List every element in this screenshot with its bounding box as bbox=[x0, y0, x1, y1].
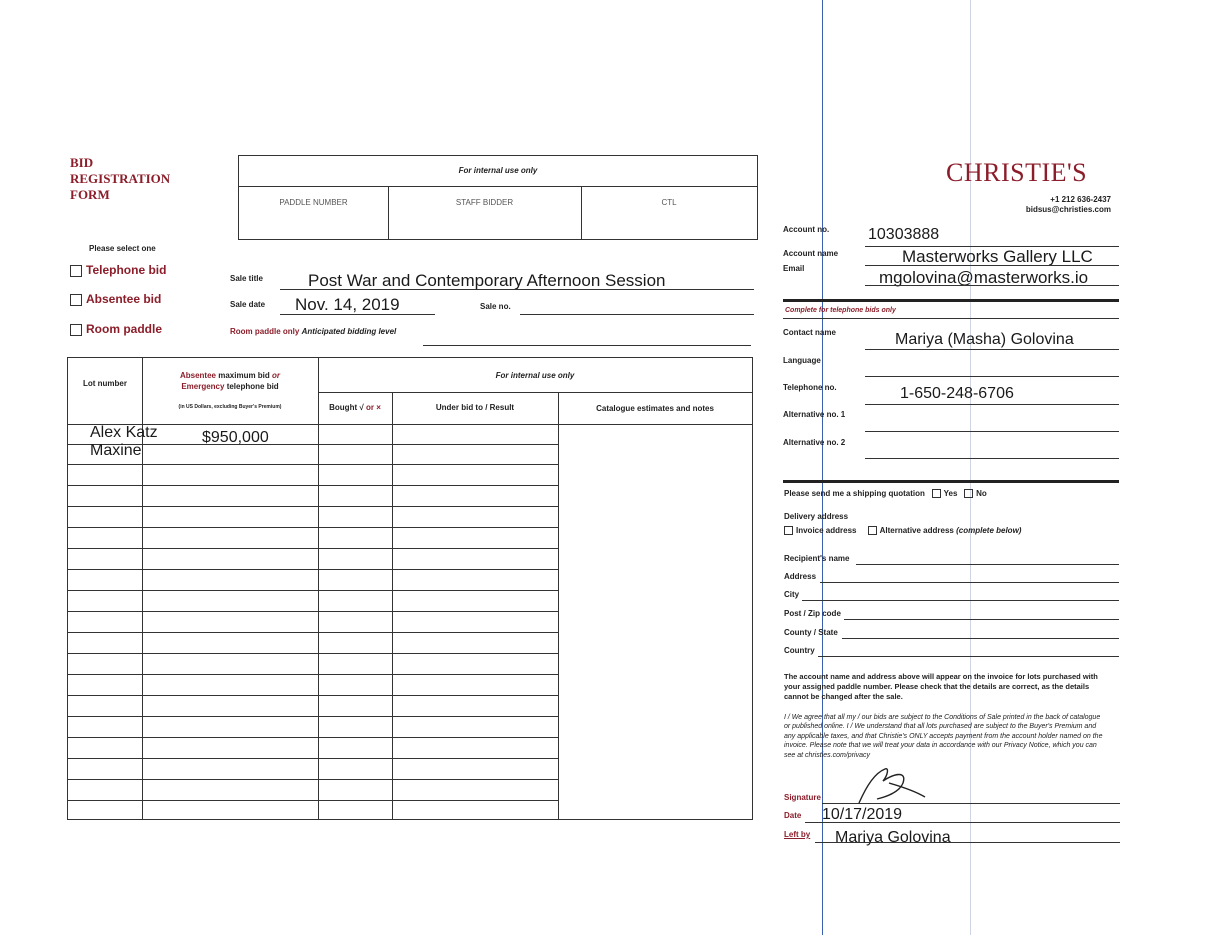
handwritten-signature bbox=[855, 763, 930, 808]
shipping-no-checkbox[interactable] bbox=[964, 489, 973, 498]
alt-phone-2-label: Alternative no. 2 bbox=[783, 438, 846, 447]
sale-date-label: Sale date bbox=[230, 300, 266, 309]
internal-use-subheader: For internal use only bbox=[495, 371, 575, 380]
lot-number-header: Lot number bbox=[83, 379, 127, 388]
email-label: Email bbox=[783, 264, 805, 273]
bought-header: Bought √ or × bbox=[329, 403, 381, 412]
brand-phone: +1 212 636-2437 bbox=[1050, 195, 1111, 204]
sale-date-value[interactable]: Nov. 14, 2019 bbox=[295, 295, 400, 314]
recipient-label: Recipient's name bbox=[784, 554, 850, 563]
sale-title-value[interactable]: Post War and Contemporary Afternoon Session bbox=[308, 271, 666, 290]
account-no-label: Account no. bbox=[783, 225, 830, 234]
sale-no-label: Sale no. bbox=[480, 302, 511, 311]
underbid-header: Under bid to / Result bbox=[435, 403, 515, 412]
lots-table bbox=[67, 357, 753, 820]
telephone-bid-option[interactable]: Telephone bid bbox=[70, 263, 166, 277]
telephone-section-header: Complete for telephone bids only bbox=[785, 307, 896, 314]
alt-phone-1-label: Alternative no. 1 bbox=[783, 410, 846, 419]
telephone-value[interactable]: 1-650-248-6706 bbox=[900, 385, 1014, 402]
country-label: Country bbox=[784, 646, 815, 655]
account-name-value[interactable]: Masterworks Gallery LLC bbox=[902, 247, 1093, 266]
date-label: Date bbox=[784, 811, 802, 820]
scan-line bbox=[822, 0, 823, 935]
date-value[interactable]: 10/17/2019 bbox=[822, 806, 903, 823]
sale-title-label: Sale title bbox=[230, 274, 263, 283]
invoice-address-checkbox[interactable] bbox=[784, 526, 793, 535]
left-by-label: Left by bbox=[784, 830, 811, 839]
email-value[interactable]: mgolovina@masterworks.io bbox=[879, 268, 1089, 287]
county-label: County / State bbox=[784, 628, 838, 637]
catalogue-header: Catalogue estimates and notes bbox=[596, 404, 714, 413]
brand-email: bidsus@christies.com bbox=[1025, 205, 1111, 214]
absentee-header: Absentee maximum bid or Emergency telephone bid bbox=[179, 371, 281, 391]
ctl-label: CTL bbox=[661, 198, 677, 207]
christies-logo: CHRISTIE'S bbox=[946, 158, 1088, 187]
select-one-prompt: Please select one bbox=[89, 244, 156, 253]
contact-name-value[interactable]: Mariya (Masha) Golovina bbox=[895, 331, 1074, 348]
city-label: City bbox=[784, 590, 800, 599]
room-paddle-option[interactable]: Room paddle bbox=[70, 322, 162, 336]
absentee-bid-checkbox[interactable] bbox=[70, 294, 82, 306]
alt-address-checkbox[interactable] bbox=[868, 526, 877, 535]
language-label: Language bbox=[783, 356, 821, 365]
signature-label: Signature bbox=[784, 793, 821, 802]
delivery-options: Invoice address Alternative address (complete below) bbox=[784, 526, 1021, 535]
internal-use-header: For internal use only bbox=[458, 166, 538, 175]
account-notice: The account name and address above will appear on the invoice for lots purchased with your assigned paddle number. Please check that the details are correct, as the details cannot be changed after the sale. bbox=[784, 672, 1098, 701]
bid-entry[interactable]: $950,000 bbox=[202, 429, 269, 446]
left-by-value[interactable]: Mariya Golovina bbox=[835, 829, 951, 846]
contact-name-label: Contact name bbox=[783, 328, 836, 337]
shipping-quote: Please send me a shipping quotation Yes No bbox=[784, 489, 987, 498]
room-paddle-checkbox[interactable] bbox=[70, 324, 82, 336]
account-name-label: Account name bbox=[783, 249, 839, 258]
account-no-value[interactable]: 10303888 bbox=[868, 226, 940, 243]
currency-note: (in US Dollars, excluding Buyer's Premium) bbox=[178, 404, 282, 410]
telephone-bid-checkbox[interactable] bbox=[70, 265, 82, 277]
room-paddle-level: Room paddle only Anticipated bidding level bbox=[230, 327, 397, 336]
staff-bidder-label: STAFF BIDDER bbox=[455, 198, 514, 207]
lot-entry[interactable]: Alex Katz Maxine bbox=[90, 424, 158, 459]
terms-notice: I / We agree that all my / our bids are subject to the Conditions of Sale printed in the back of catalogue or published online. I / We understand that all lots purchased are subject to the Buyer's Premium and any applicable taxes, and that Christie's ONLY accepts payment from the account holder named on the invoice. Please note that we will treat your data in accordance with our Privacy Notice, which you can see at christies.com/privacy bbox=[784, 714, 1103, 759]
form-title: BID REGISTRATION FORM bbox=[70, 155, 171, 202]
telephone-label: Telephone no. bbox=[783, 383, 837, 392]
delivery-address-label: Delivery address bbox=[784, 512, 849, 521]
post-code-label: Post / Zip code bbox=[784, 609, 841, 618]
address-label: Address bbox=[784, 572, 817, 581]
internal-use-box bbox=[238, 155, 758, 240]
scan-line bbox=[970, 0, 971, 935]
shipping-yes-checkbox[interactable] bbox=[932, 489, 941, 498]
absentee-bid-option[interactable]: Absentee bid bbox=[70, 292, 161, 306]
paddle-number-label: PADDLE NUMBER bbox=[279, 198, 348, 207]
